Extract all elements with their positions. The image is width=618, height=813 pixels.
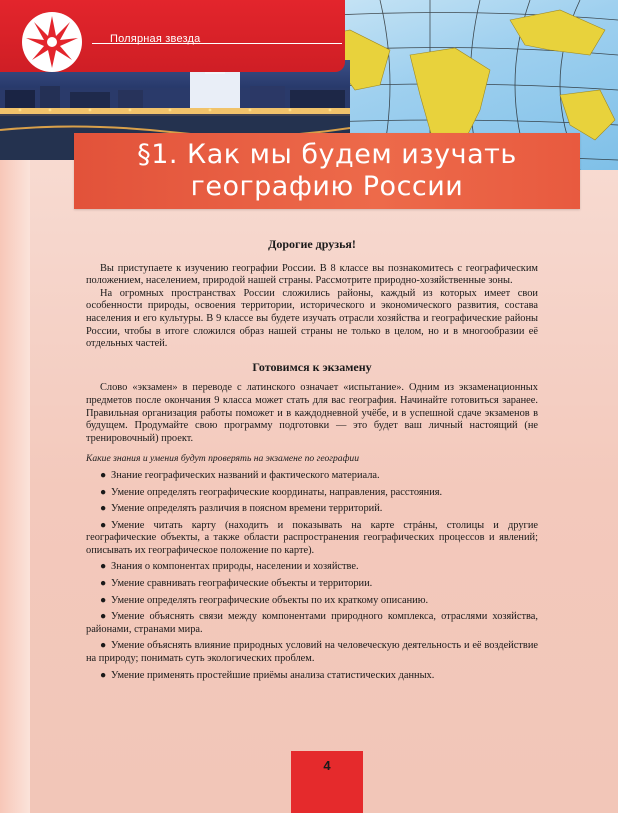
exam-heading: Готовимся к экзамену	[252, 359, 372, 374]
list-item-text: Умение сравнивать географические объекты и территории.	[111, 578, 373, 590]
exam-skills-list	[86, 470, 538, 682]
intro-paragraph: На огромных пространствах России сложились районы, каждый из которых имеет свои особенности природы, освоения территории, исторического и экономического развития, состава населения и его культуры. В 9 классе вы будете изучать отрасли хозяйства и географические районы России, чтобы в итоге сложился образ нашей страны не только в целом, но и в многообразии её отдельных частей.	[86, 287, 538, 350]
bullet-icon: ●	[100, 486, 107, 498]
list-item	[86, 520, 538, 558]
bullet-icon: ●	[100, 594, 107, 606]
exam-paragraph: Слово «экзамен» в переводе с латинского означает «испытание». Одним из экзаменационных предметов после окончания 9 класса может стать для вас география. Начинайте готовиться заранее. Правильная организация работы поможет и в каждодневной учёбе, и в успешной сдаче экзаменов в будущем. Продумайте свою программу подготовки — это будет ваш личный настоящий (не тренировочный) проект.	[86, 382, 538, 444]
bullet-icon: ●	[100, 519, 107, 531]
list-item-text: Знание географических названий и фактического материала.	[111, 469, 380, 481]
bullet-icon: ●	[100, 669, 107, 681]
list-item-text: Умение применять простейшие приёмы анализа статистических данных.	[111, 669, 435, 681]
list-item-text: Умение определять географические координаты, направления, расстояния.	[111, 486, 443, 498]
chapter-title	[74, 139, 580, 203]
list-item-text: Умение объяснять связи между компонентами природного комплекса, отраслями хозяйства, районами, странами мира.	[86, 611, 538, 635]
list-item	[86, 561, 538, 574]
list-item	[86, 578, 538, 591]
list-item-text: Умение читать карту (находить и показывать на карте стрáны, столицы и другие географические объекты, а также области распространения географических процессов и явлений; описывать их географическое положение по карте).	[86, 519, 538, 556]
bullet-icon: ●	[100, 611, 107, 623]
list-item	[86, 670, 538, 683]
intro-paragraph: Вы приступаете к изучению географии России. В 8 классе вы познакомитесь с географическим положением, населением, природой нашей страны. Рассмотрите природно-хозяйственные зоны.	[86, 262, 538, 287]
chapter-title-band	[74, 133, 580, 209]
list-item-text: Умение определять различия в поясном времени территорий.	[111, 503, 383, 515]
list-item	[86, 503, 538, 516]
page-body	[86, 238, 538, 686]
page-number: 4	[323, 758, 331, 773]
bullet-icon: ●	[100, 503, 107, 515]
list-item-text: Умение определять географические объекты по их краткому описанию.	[111, 594, 429, 606]
bullet-icon: ●	[100, 561, 107, 573]
chapter-title-line-1: §1. Как мы будем изучать	[137, 139, 517, 170]
list-item	[86, 611, 538, 636]
bullet-icon: ●	[100, 469, 107, 481]
bullet-icon: ●	[100, 578, 107, 590]
exam-list-lead: Какие знания и умения будут проверять на экзамене по географии	[86, 453, 359, 465]
list-item-text: Умение объяснять влияние природных условий на человеческую деятельность и её воздействие на природу; понимать суть экологических проблем.	[86, 640, 538, 665]
bullet-icon: ●	[100, 640, 107, 652]
page-number-tab	[291, 751, 363, 813]
list-item	[86, 487, 538, 500]
list-item	[86, 470, 538, 483]
series-title: Полярная звезда	[110, 33, 201, 45]
polar-star-emblem-icon	[20, 10, 84, 74]
list-item	[86, 640, 538, 665]
intro-heading: Дорогие друзья!	[268, 237, 356, 251]
list-item	[86, 595, 538, 608]
list-item-text: Знания о компонентах природы, населении и хозяйстве.	[111, 561, 359, 573]
chapter-title-line-2: географию России	[190, 171, 464, 202]
